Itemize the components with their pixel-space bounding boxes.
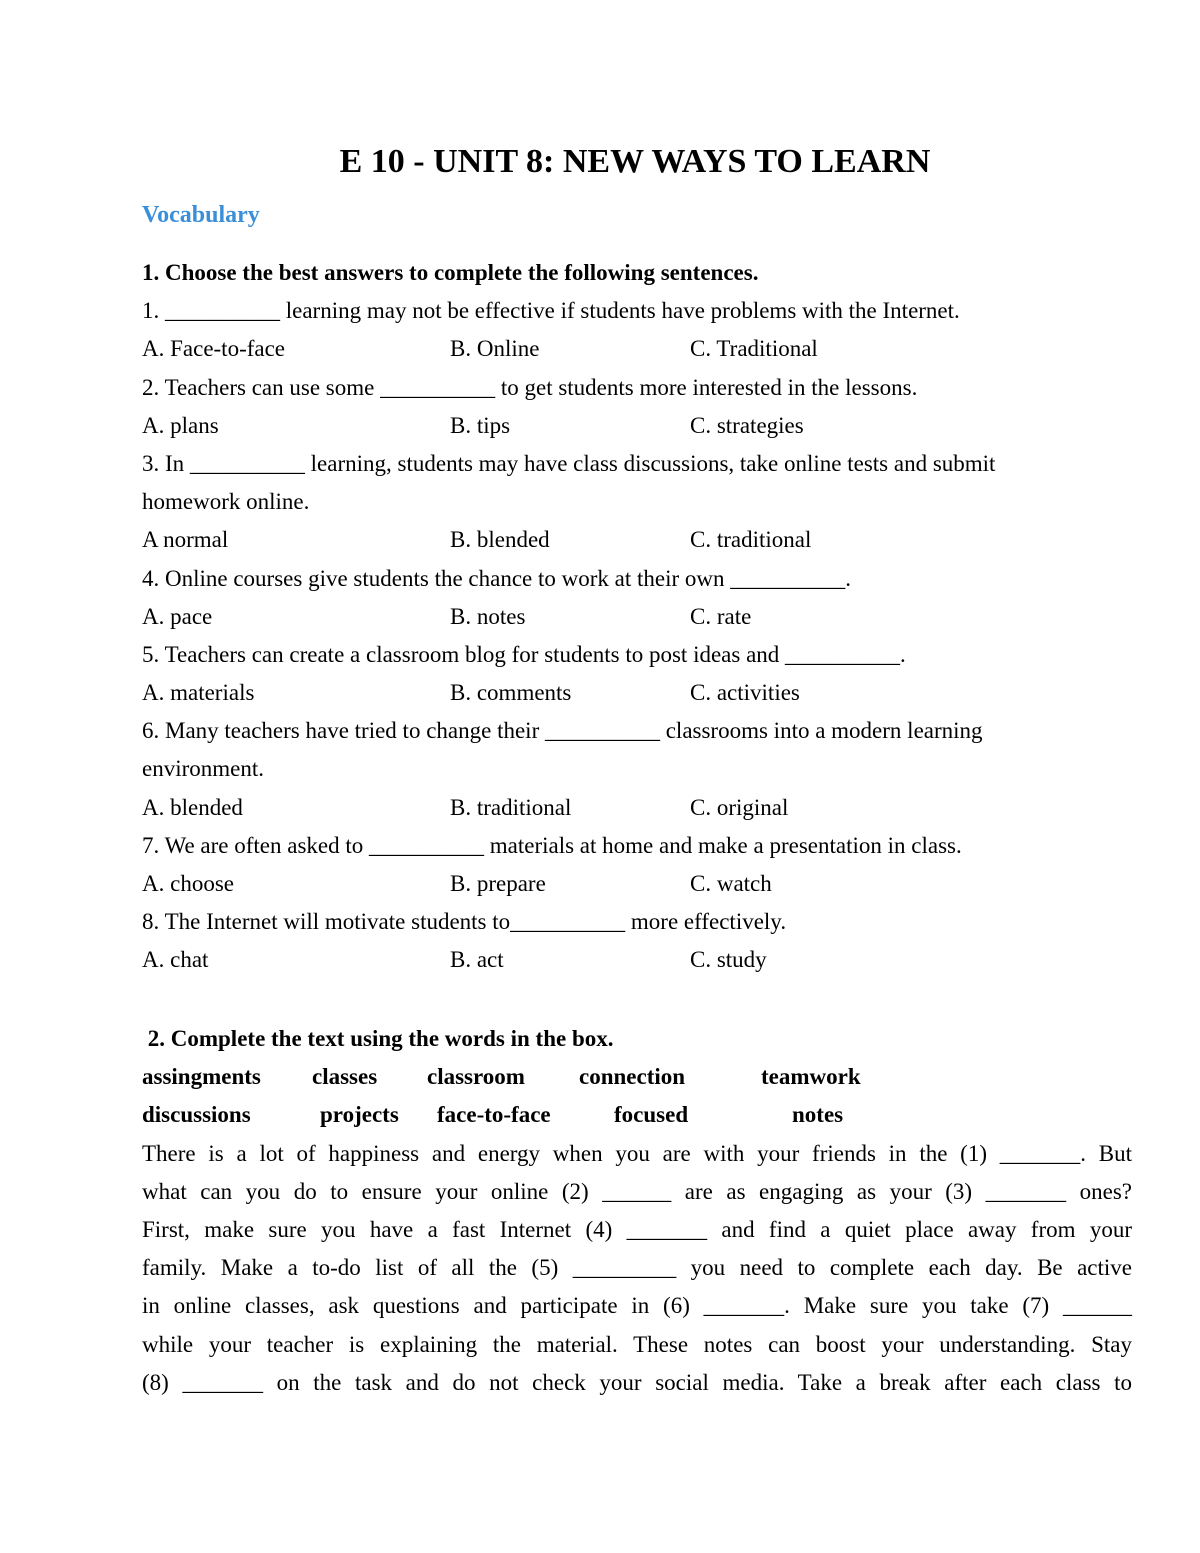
answer-option-c[interactable]: C. Traditional (690, 336, 818, 362)
answer-option-c[interactable]: C. study (690, 947, 767, 973)
answer-option-a[interactable]: A. choose (142, 871, 234, 896)
answer-option-c[interactable]: C. original (690, 794, 789, 820)
question (142, 560, 1132, 636)
answer-options (142, 941, 1132, 979)
passage-line: in online classes, ask questions and participate in (6) _______. Make sure you take (7) ______ (142, 1293, 1132, 1319)
answer-option-a[interactable]: A. Face-to-face (142, 336, 286, 362)
word-row (142, 1096, 1132, 1134)
passage-line: family. Make a to-do list of all the (5) _________ you need to complete each day. Be active (142, 1255, 1132, 1281)
question (142, 636, 1132, 712)
page-title: E 10 - UNIT 8: NEW WAYS TO LEARN (339, 143, 931, 180)
question-text: 2. Teachers can use some __________ to get students more interested in the lessons. (142, 374, 918, 400)
section-1-instruction: 1. Choose the best answers to complete the following sentences. (142, 260, 759, 285)
answer-options (142, 330, 1132, 368)
word-choice: notes (792, 1102, 844, 1128)
vocabulary-heading: Vocabulary (142, 202, 260, 228)
question (142, 903, 1132, 979)
answer-option-b[interactable]: B. act (450, 947, 504, 973)
question (142, 445, 1132, 560)
passage-line: what can you do to ensure your online (2) ______ are as engaging as your (3) _______ ones? (142, 1178, 1132, 1204)
word-choice: face-to-face (437, 1102, 551, 1128)
answer-options (142, 789, 1132, 827)
word-box (142, 1058, 1132, 1134)
question-list (142, 292, 1132, 979)
question-text: 5. Teachers can create a classroom blog for students to post ideas and __________. (142, 641, 906, 667)
answer-options (142, 865, 1132, 903)
word-choice: assingments (142, 1064, 261, 1090)
word-choice: discussions (142, 1102, 251, 1128)
answer-option-c[interactable]: C. watch (690, 871, 772, 896)
passage-line: (8) _______ on the task and do not check your social media. Take a break after each class to (142, 1369, 1132, 1395)
answer-option-c[interactable]: C. strategies (690, 412, 804, 438)
question-text: homework online. (142, 489, 310, 515)
question (142, 369, 1132, 445)
section-2 (142, 1020, 1132, 1402)
passage-line: First, make sure you have a fast Internet (4) _______ and find a quiet place away from your (142, 1216, 1132, 1242)
question-text: 3. In __________ learning, students may have class discussions, take online tests and submit (142, 450, 996, 476)
answer-option-b[interactable]: B. notes (450, 603, 526, 629)
section-1 (142, 254, 1132, 980)
word-row (142, 1058, 1132, 1096)
word-choice: projects (320, 1102, 399, 1128)
passage-line: while your teacher is explaining the material. These notes can boost your understanding. Stay (142, 1331, 1132, 1357)
answer-option-b[interactable]: B. prepare (450, 871, 546, 896)
answer-option-b[interactable]: B. traditional (450, 794, 572, 820)
question-text: 7. We are often asked to __________ materials at home and make a presentation in class. (142, 832, 962, 858)
question-text: 8. The Internet will motivate students to__________ more effectively. (142, 909, 787, 935)
answer-options (142, 407, 1132, 445)
question-text: environment. (142, 756, 264, 782)
section-2-instruction: 2. Complete the text using the words in the box. (142, 1026, 614, 1051)
question-text: 1. __________ learning may not be effective if students have problems with the Internet. (142, 298, 960, 324)
question-text: 6. Many teachers have tried to change their __________ classrooms into a modern learning (142, 718, 983, 744)
answer-option-a[interactable]: A. plans (142, 412, 219, 438)
word-choice: classroom (427, 1064, 525, 1090)
question (142, 292, 1132, 368)
passage-line: There is a lot of happiness and energy when you are with your friends in the (1) _______. But (142, 1140, 1132, 1166)
answer-option-a[interactable]: A. materials (142, 680, 255, 706)
word-choice: teamwork (761, 1064, 861, 1090)
answer-option-a[interactable]: A normal (142, 527, 229, 553)
question (142, 712, 1132, 827)
answer-option-b[interactable]: B. Online (450, 336, 540, 362)
word-choice: classes (312, 1064, 378, 1090)
answer-options (142, 598, 1132, 636)
answer-option-c[interactable]: C. traditional (690, 527, 812, 553)
answer-options (142, 521, 1132, 559)
answer-option-a[interactable]: A. pace (142, 603, 213, 629)
answer-option-b[interactable]: B. tips (450, 412, 511, 438)
answer-option-b[interactable]: B. comments (450, 680, 572, 706)
word-choice: focused (614, 1102, 689, 1128)
answer-options (142, 674, 1132, 712)
answer-option-a[interactable]: A. blended (142, 794, 243, 820)
answer-option-a[interactable]: A. chat (142, 947, 209, 973)
passage (142, 1135, 1132, 1402)
answer-option-b[interactable]: B. blended (450, 527, 550, 553)
answer-option-c[interactable]: C. rate (690, 603, 752, 629)
word-choice: connection (579, 1064, 686, 1090)
answer-option-c[interactable]: C. activities (690, 680, 800, 706)
question (142, 827, 1132, 903)
question-text: 4. Online courses give students the chance to work at their own __________. (142, 565, 852, 591)
